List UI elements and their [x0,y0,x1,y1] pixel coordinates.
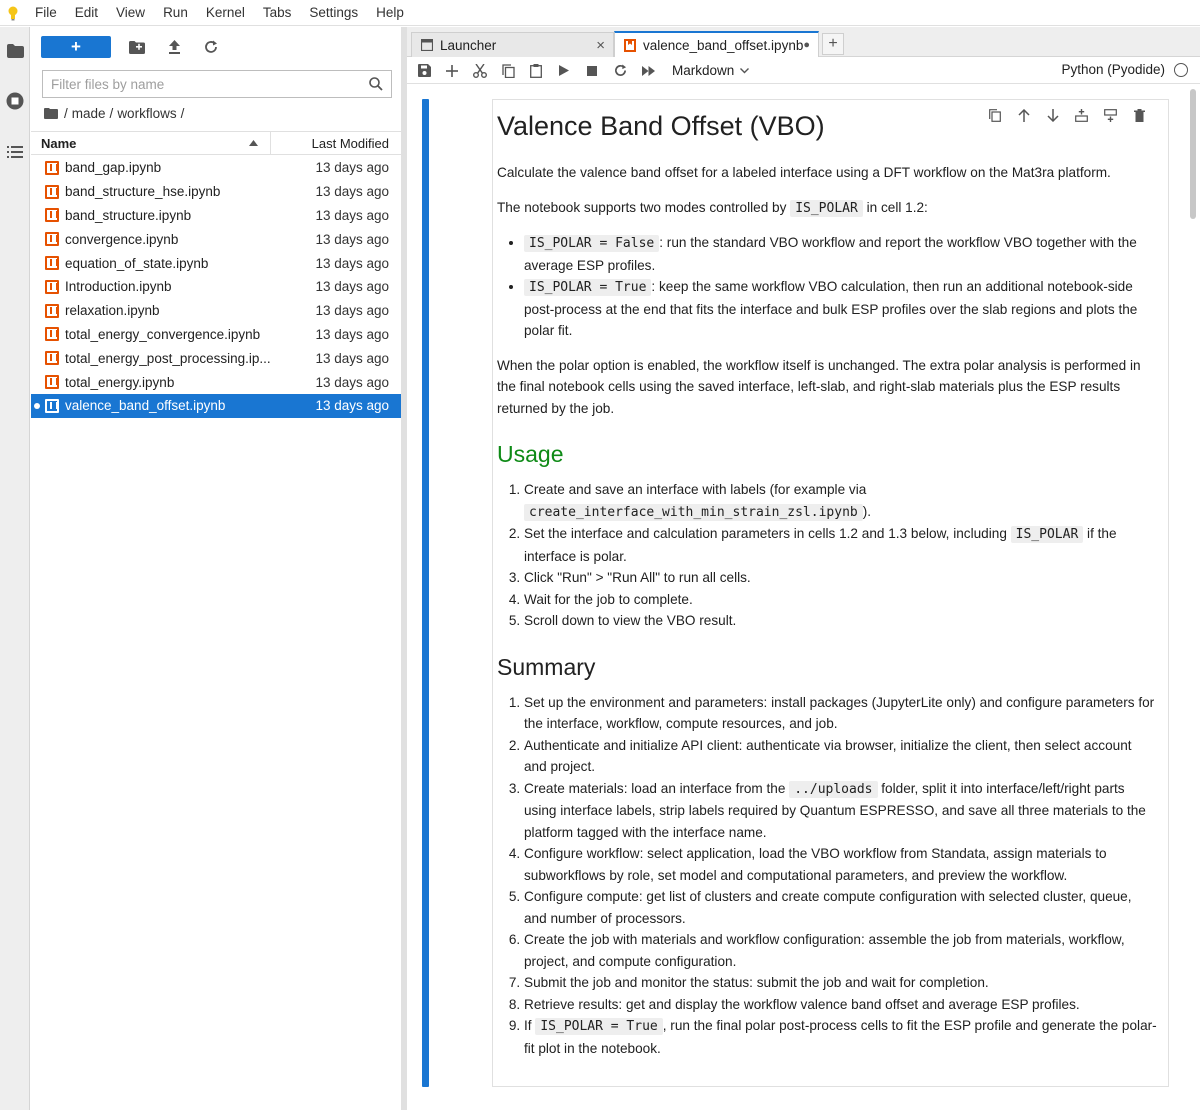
menu-kernel[interactable]: Kernel [205,4,245,20]
file-row[interactable] [31,251,401,275]
notebook-toolbar [407,58,1200,84]
unsaved-dot-icon[interactable]: ● [803,39,810,51]
text: folder, split it into interface/left/right parts using interface labels, strip labels required by Quantum ESPRESSO, and save all three materials to the platform tagged with the interface name. [524,780,1146,840]
file-name: band_gap.ipynb [65,160,162,176]
save-icon[interactable] [410,59,438,83]
text: : keep the same workflow VBO calculation, then run an additional notebook-side post-process at the end that fits the interface and bulk ESP profiles over the slab regions and plots the polar fit. [524,279,1138,338]
menu-file[interactable]: File [35,4,57,20]
notebook-icon [45,399,59,413]
run-icon[interactable] [550,59,578,83]
notebook-scrollbar[interactable] [1190,89,1196,219]
notebook-title: Valence Band Offset (VBO) [497,111,825,141]
tab-launcher[interactable] [411,32,614,57]
intro-paragraph: Calculate the valence band offset for a labeled interface using a DFT workflow on the Mat3ra platform. [497,165,1111,180]
list-item: 6. Create the job with materials and workflow configuration: assemble the job from materials, workflow, project, and compute configuration. [524,929,1157,972]
new-launcher-button[interactable]: + [41,36,111,58]
file-modified: 13 days ago [315,255,389,271]
kernel-status-icon [1174,63,1188,77]
file-name: relaxation.ipynb [65,303,160,319]
summary-heading: Summary [497,653,596,680]
text: , run the final polar post-process cells to fit the ESP profile and generate the polar-fit plot in the notebook. [524,1018,1157,1056]
notebook-icon [45,375,59,389]
inline-code: IS_POLAR = False [524,235,659,252]
notebook-icon [45,161,59,175]
inline-code: IS_POLAR [1011,526,1084,543]
file-name: band_structure_hse.ipynb [65,184,221,200]
file-name: total_energy.ipynb [65,374,175,390]
upload-icon[interactable] [163,36,185,58]
file-list [31,156,401,418]
list-item [524,1015,1157,1059]
last-modified-column-header[interactable]: Last Modified [311,135,389,151]
text: in cell 1.2: [862,199,928,215]
list-item: 5. Configure compute: get list of clusters and create compute configuration with selected cluster, queue, and number of processors. [524,886,1157,929]
list-item [524,479,1157,523]
insert-cell-icon[interactable] [438,59,466,83]
file-row[interactable] [31,156,401,180]
file-listing-header [31,131,401,155]
name-column-header[interactable] [31,132,271,154]
notebook-panel [407,85,1200,1110]
menu-edit[interactable]: Edit [74,4,99,20]
menu-tabs[interactable]: Tabs [262,4,292,20]
list-item: 4. Configure workflow: select application, load the VBO workflow from Standata, assign materials to subworkflows by role, set model and computational parameters, and preview the workflow. [524,843,1157,886]
markdown-content [497,105,1157,1072]
file-modified: 13 days ago [315,207,389,223]
list-item: 1. Set up the environment and parameters: install packages (JupyterLite only) and configure parameters for the interface, workflow, compute resources, and job. [524,692,1157,735]
notebook-icon [45,304,59,318]
text: Create materials: load an interface from the [524,780,790,796]
home-folder-icon[interactable] [44,108,58,119]
refresh-icon[interactable] [200,36,222,58]
list-item [524,232,1157,276]
file-modified: 13 days ago [315,184,389,200]
file-modified: 13 days ago [315,231,389,247]
text: if the interface is polar. [524,526,1117,564]
list-item: 7. Submit the job and monitor the status: submit the job and wait for completion. [524,972,1157,994]
tab-label: Launcher [440,37,497,53]
menu-settings[interactable]: Settings [309,4,359,20]
breadcrumb-workflows[interactable]: workflows [117,106,177,121]
usage-list [497,479,1157,632]
folder-icon[interactable] [3,39,27,63]
name-column-label: Name [41,135,77,151]
breadcrumb-separator: / [64,106,68,121]
kernel-name: Python (Pyodide) [1061,62,1165,77]
notebook-icon [45,351,59,365]
restart-icon[interactable] [606,59,634,83]
notebook-icon [45,185,59,199]
file-filter [42,70,392,98]
breadcrumb-separator: / [109,106,114,121]
file-row[interactable] [31,299,401,323]
list-item [524,778,1157,844]
inline-code: create_interface_with_min_strain_zsl.ipynb [524,504,863,521]
inline-code: IS_POLAR = True [535,1018,662,1035]
usage-heading: Usage [497,441,564,467]
search-icon [369,77,383,91]
breadcrumb [44,106,188,121]
list-item: 2. Authenticate and initialize API client: authenticate via browser, initialize the client, then select account and project. [524,735,1157,778]
breadcrumb-separator: / [180,106,185,121]
file-row[interactable] [31,180,401,204]
tab-label: valence_band_offset.ipynb [642,37,804,53]
fast-forward-icon[interactable] [634,59,662,83]
main-dock-area [407,27,1200,1110]
list-item: 3. Click "Run" > "Run All" to run all cells. [524,567,1157,589]
file-name: total_energy_post_processing.ip... [65,350,271,366]
file-row[interactable] [31,346,401,370]
text: If [524,1018,536,1033]
file-browser [31,27,401,1110]
file-name: band_structure.ipynb [65,207,192,223]
filter-input[interactable] [51,77,369,92]
list-item [524,276,1157,342]
running-indicator [34,403,40,409]
tab-bar [407,27,1200,57]
file-modified: 13 days ago [315,374,389,390]
cell-type-select[interactable] [672,63,749,78]
stop-icon[interactable] [578,59,606,83]
inline-code: IS_POLAR [790,200,863,217]
file-name: convergence.ipynb [65,231,179,247]
modes-list [497,232,1157,342]
chevron-down-icon [740,68,749,74]
cell-type-value: Markdown [672,63,735,78]
notebook-icon [45,280,59,294]
file-name: Introduction.ipynb [65,279,172,295]
file-row[interactable] [31,227,401,251]
file-modified: 13 days ago [315,303,389,319]
notebook-icon [45,232,59,246]
launcher-icon [420,38,434,52]
list-item: 8. Retrieve results: get and display the workflow valence band offset and average ESP profiles. [524,994,1157,1016]
text: The notebook supports two modes controlled by [497,199,791,215]
new-folder-icon[interactable] [126,36,148,58]
kernel-indicator[interactable] [1061,62,1188,77]
notebook-icon [45,256,59,270]
file-row[interactable] [31,323,401,347]
text: ). [862,503,872,519]
copy-icon[interactable] [494,59,522,83]
cut-icon[interactable] [466,59,494,83]
table-of-contents-icon[interactable] [3,140,27,164]
file-row[interactable] [31,275,401,299]
list-item: 4. Wait for the job to complete. [524,589,1157,611]
active-cell-indicator[interactable] [422,99,429,1087]
file-row[interactable] [31,370,401,394]
notebook-icon [45,327,59,341]
text: Create and save an interface with labels (for example via [524,482,867,497]
file-modified: 13 days ago [315,279,389,295]
polar-paragraph: When the polar option is enabled, the workflow itself is unchanged. The extra polar analysis is performed in the final notebook cells using the saved interface, left-slab, and right-slab materials plus the ESP results returned by the job. [497,357,1141,416]
menu-help[interactable]: Help [376,4,404,20]
close-icon[interactable]: × [596,36,605,54]
list-item: 5. Scroll down to view the VBO result. [524,610,1157,632]
sort-ascending-icon [249,140,258,146]
summary-list [497,692,1157,1060]
file-name: equation_of_state.ipynb [65,255,209,271]
text: : run the standard VBO workflow and report the workflow VBO together with the average ESP profiles. [524,235,1137,273]
file-row-selected[interactable] [31,394,401,418]
file-modified: 13 days ago [315,160,389,176]
add-tab-button[interactable]: + [822,33,844,55]
file-row[interactable] [31,204,401,228]
modes-paragraph [497,197,1157,220]
activity-bar [0,27,30,1110]
paste-icon[interactable] [522,59,550,83]
file-modified: 13 days ago [315,350,389,366]
notebook-icon [45,208,59,222]
menu-view[interactable]: View [116,4,146,20]
menu-bar [0,0,1200,26]
menu-run[interactable]: Run [163,4,188,20]
file-modified: 13 days ago [315,398,389,414]
file-name: total_energy_convergence.ipynb [65,326,261,342]
file-browser-toolbar [41,35,222,59]
tab-notebook[interactable] [614,31,819,57]
inline-code: IS_POLAR = True [524,279,651,296]
breadcrumb-made[interactable]: made [71,106,106,121]
list-item [524,523,1157,567]
running-kernels-icon[interactable] [3,89,27,113]
file-modified: 13 days ago [315,326,389,342]
text: Set the interface and calculation parameters in cells 1.2 and 1.3 below, including [524,526,1011,541]
file-name: valence_band_offset.ipynb [65,398,226,414]
jupyter-logo-icon [0,0,26,26]
inline-code: ../uploads [789,781,877,798]
notebook-icon [623,38,637,52]
